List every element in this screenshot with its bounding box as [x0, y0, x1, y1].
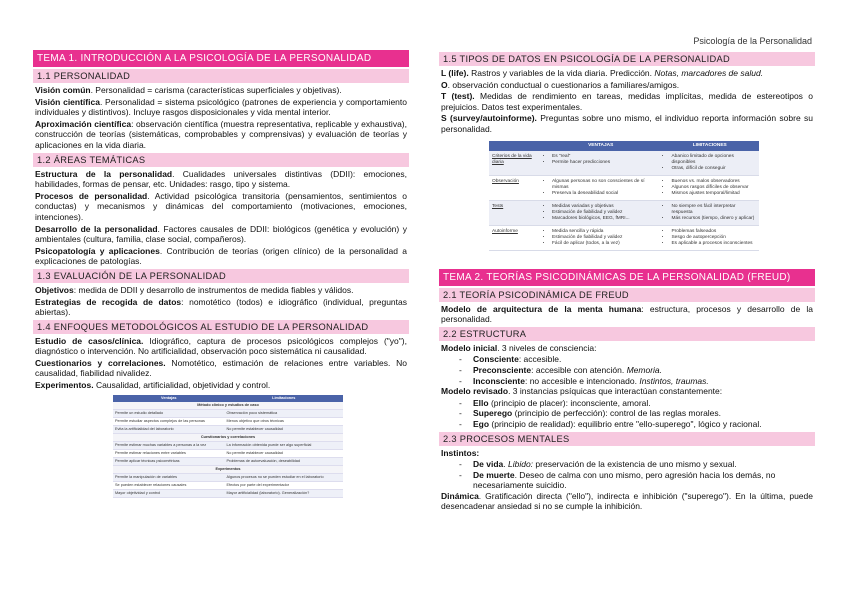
- text: : medida de DDII y desarrollo de instrumentos de medida fiables y válidos.: [73, 284, 354, 295]
- bullet-list: [663, 229, 756, 247]
- list-item: [459, 408, 815, 419]
- bullet-list: [544, 229, 657, 247]
- table-row: [489, 151, 759, 176]
- text: . Personalidad = sistema psicológico (patrones de experiencia y comportamiento individuales y distintivos). Incluye rasgos disposicionales y vida mental interior.: [35, 96, 407, 118]
- table-row: [113, 481, 343, 489]
- text: . Personalidad = carisma (características superficiales y objetivas).: [90, 85, 342, 95]
- table-cell: Problemas de autoevaluación, deseabilidad: [225, 457, 343, 465]
- list-item: [459, 354, 815, 365]
- term: Consciente: [473, 354, 519, 365]
- table-row: [113, 425, 343, 433]
- term: Procesos de personalidad: [35, 190, 148, 201]
- term: Cuestionarios y correlaciones.: [35, 357, 166, 368]
- paragraph: [35, 380, 407, 391]
- limitations-cell: [660, 200, 759, 225]
- advantages-cell: [541, 175, 660, 200]
- bullet-list: [663, 179, 756, 197]
- table-cell: Algunos procesos no se pueden estudiar en el laboratorio: [225, 473, 343, 481]
- term: Desarrollo de la personalidad: [35, 223, 158, 234]
- list-item: • Preserva la deseabilidad social: [552, 191, 657, 197]
- paragraph: [441, 304, 813, 325]
- table-row: [113, 489, 343, 497]
- table-cell: Efectos por parte del experimentador: [225, 481, 343, 489]
- term: Modelo inicial: [441, 342, 498, 353]
- table-header: [489, 141, 541, 151]
- table-header: VENTAJAS: [541, 141, 660, 151]
- table-cell: La información obtenida puede ser algo superficial: [225, 441, 343, 449]
- term: Estructura de la personalidad: [35, 168, 173, 179]
- limitations-cell: [660, 151, 759, 176]
- row-header: Observación: [489, 175, 541, 200]
- table-cell: Permite aplicar técnicas psicométricas: [113, 457, 225, 465]
- table-row: [113, 441, 343, 449]
- paragraph: [35, 246, 407, 267]
- text: . Cualidades universales distintivas (DDII): emociones, habilidades, formas de pensar, etc. Unidades: rasgo, tipo y sistema.: [35, 168, 407, 190]
- paragraph: [35, 191, 407, 223]
- instincts-list: [439, 459, 815, 491]
- section-2-3-title: 2.3 PROCESOS MENTALES: [439, 432, 815, 446]
- term: L (life).: [441, 68, 469, 78]
- text: Preguntas sobre uno mismo, el individuo reporta información sobre su personalidad.: [441, 113, 813, 134]
- table-cell: Evita la artificialidad del laboratorio: [113, 425, 225, 433]
- text: . Contribución de teorías (origen clínico) de la personalidad a explicaciones de patologías.: [35, 245, 407, 267]
- term: Preconsciente: [473, 364, 532, 375]
- table-cell: Permite estimar relaciones entre variables: [113, 449, 225, 457]
- term: Psicopatología y aplicaciones: [35, 245, 160, 256]
- term: S (survey/autoinforme).: [441, 113, 537, 124]
- section-1-2-title: 1.2 ÁREAS TEMÁTICAS: [33, 153, 409, 167]
- term: O: [441, 79, 448, 90]
- text: Idiográfico, captura de procesos psicológicos complejos ("yo"), diagnóstico o intervención. No artificialidad, observación poco sistemática ni causalidad.: [35, 335, 407, 357]
- term: Visión común: [35, 85, 91, 95]
- text: Nomotético, estimación de relaciones entre variables. No causalidad, fiabilidad nivalidez.: [35, 357, 407, 379]
- list-item: • Problemas falseados: [671, 229, 756, 235]
- paragraph: [35, 224, 407, 245]
- paragraph: [35, 97, 407, 118]
- list-item: • Fácil de aplicar (todos, a la vez): [552, 241, 657, 247]
- list-item: • Medida sencilla y rápida: [552, 229, 657, 235]
- paragraph: [35, 297, 407, 318]
- advantages-cell: [541, 225, 660, 250]
- italic-text: Instintos, traumas.: [639, 375, 709, 386]
- table-cell: Menos objetivo que otros técnicas: [225, 417, 343, 425]
- section-1-1-title: 1.1 PERSONALIDAD: [33, 69, 409, 83]
- section-1-4-title: 1.4 ENFOQUES METODOLÓGICOS AL ESTUDIO DE LA PERSONALIDAD: [33, 320, 409, 334]
- bullet-list: [544, 179, 657, 197]
- limitations-cell: [660, 175, 759, 200]
- advantages-cell: [541, 151, 660, 176]
- advantages-cell: [541, 200, 660, 225]
- row-header: Tests: [489, 200, 541, 225]
- table-cell: Permite estimar muchas variables a personas a la vez: [113, 441, 225, 449]
- list-item: [459, 459, 815, 470]
- term: Ego: [473, 418, 490, 429]
- term: De vida: [473, 459, 504, 470]
- list-item: • No siempre es fácil interpretar respuesta: [671, 204, 756, 216]
- table-row: [113, 457, 343, 465]
- list-item: [459, 470, 815, 491]
- paragraph: [441, 386, 813, 397]
- bullet-list: [663, 154, 756, 172]
- paragraph: [441, 80, 813, 91]
- text: preservación de la existencia de uno mismo y sexual.: [533, 459, 737, 470]
- tema1-title: TEMA 1. INTRODUCCIÓN A LA PSICOLOGÍA DE LA PERSONALIDAD: [33, 50, 409, 67]
- table-row: [113, 449, 343, 457]
- methods-table-wrapper: [113, 395, 343, 498]
- tema2-title: TEMA 2. TEORÍAS PSICODINÁMICAS DE LA PERSONALIDAD (FREUD): [439, 269, 815, 286]
- table-row: [489, 200, 759, 225]
- paragraph: [35, 119, 407, 151]
- list-item: • Sesgo de autopercepción: [671, 235, 756, 241]
- text: (principio de perfección): control de las reglas morales.: [512, 408, 722, 419]
- table-group-row: [113, 465, 343, 473]
- term: Superego: [473, 408, 513, 419]
- paragraph: [35, 169, 407, 190]
- table-row: [489, 175, 759, 200]
- term: Estudio de casos/clínica.: [35, 335, 144, 346]
- term: Experimentos.: [35, 380, 94, 391]
- text: . Deseo de calma con uno mismo, pero agresión hacia los demás, no necesariamente suicidio.: [473, 469, 776, 491]
- list-item: • Buenos vs. malos observadores: [671, 179, 756, 185]
- limitations-cell: [660, 225, 759, 250]
- table-cell: Se pueden establecer relaciones causales: [113, 481, 225, 489]
- document-header: Psicología de la Personalidad: [693, 36, 812, 46]
- text: (principio de realidad): equilibrio entre "ello-superego", lógico y racional.: [489, 418, 762, 429]
- list-item: • Otras, difícil de conseguir: [671, 166, 756, 172]
- text: . Factores causales de DDII: biológicos (genética y evolución) y ambientales (cultura, familia, clase social, compañeros).: [35, 223, 407, 245]
- list-item: • Marcadores biológicos, EEG, fMRI...: [552, 216, 657, 222]
- term: Inconsciente: [473, 375, 525, 386]
- table-cell: No permite establecer causalidad: [225, 425, 343, 433]
- text: : accesible.: [518, 354, 562, 365]
- text: Rastros y variables de la vida diaria. Predicción.: [468, 68, 653, 78]
- methods-table: [113, 395, 343, 498]
- text: : nomotético (todos) e idiográfico (individual, preguntas abiertas).: [35, 296, 407, 318]
- paragraph: [441, 343, 813, 354]
- italic-text: Notas, marcadores de salud.: [652, 68, 764, 78]
- list-item: • Estimación de fiabilidad y validez: [552, 235, 657, 241]
- text: . 3 instancias psíquicas que interactúan constantemente:: [508, 386, 723, 397]
- table-cell: No permite establecer causalidad: [225, 449, 343, 457]
- text: . observación conductual o cuestionarios a familiares/amigos.: [447, 79, 680, 90]
- text: Causalidad, artificialidad, objetividad y control.: [93, 380, 271, 391]
- list-item: • Medidas variadas y objetivas: [552, 204, 657, 210]
- list-item: [459, 398, 815, 409]
- text: . Actividad psicológica transitoria (pensamientos, sentimientos o conductas) y mecanismos y dinámicas del comportamiento (motivaciones, emociones, intenciones).: [35, 190, 407, 222]
- consciousness-levels-list: [439, 354, 815, 386]
- section-1-3-title: 1.3 EVALUACIÓN DE LA PERSONALIDAD: [33, 269, 409, 283]
- table-group-row: [113, 433, 343, 441]
- section-2-2-title: 2.2 ESTRUCTURA: [439, 327, 815, 341]
- paragraph: [441, 491, 813, 512]
- table-row: [489, 225, 759, 250]
- table-group-label: Cuestionarios y correlaciones: [113, 433, 343, 441]
- list-item: • Mismos ajustes temporal/limitad: [671, 191, 756, 197]
- paragraph: [441, 113, 813, 134]
- term: Estrategias de recogida de datos: [35, 296, 182, 307]
- italic-text: Memoria.: [626, 364, 663, 375]
- paragraph: [35, 336, 407, 357]
- table-cell: Mayor objetividad y control: [113, 489, 225, 497]
- list-item: • Algunos rasgos difíciles de observar: [671, 185, 756, 191]
- list-item: • Es "real": [552, 154, 657, 160]
- table-row: [113, 409, 343, 417]
- table-cell: Mayor artificialidad (laboratorio). Generalización?: [225, 489, 343, 497]
- section-1-5-title: 1.5 TIPOS DE DATOS EN PSICOLOGÍA DE LA PERSONALIDAD: [439, 52, 815, 66]
- row-header: Autoinforme: [489, 225, 541, 250]
- list-item: [459, 419, 815, 430]
- list-item: • Abanico limitado de opciones disponibles: [671, 154, 756, 166]
- paragraph: [441, 448, 813, 459]
- paragraph: [35, 285, 407, 296]
- row-header: Criterios de la vida diaria: [489, 151, 541, 176]
- data-types-table-wrapper: [489, 141, 759, 251]
- table-row: [113, 473, 343, 481]
- paragraph: [35, 85, 407, 96]
- text: : accesible con atención.: [531, 364, 627, 375]
- list-item: • Es aplicable a procesos inconscientes: [671, 241, 756, 247]
- list-item: [459, 365, 815, 376]
- list-item: • Permite hacer predicciones: [552, 160, 657, 166]
- section-2-1-title: 2.1 TEORÍA PSICODINÁMICA DE FREUD: [439, 288, 815, 302]
- right-column: [439, 46, 815, 513]
- table-cell: Permite la manipulación de variables: [113, 473, 225, 481]
- psychic-instances-list: [439, 398, 815, 430]
- term: De muerte: [473, 469, 515, 480]
- term: Objetivos: [35, 284, 74, 295]
- table-group-label: Experimentos: [113, 465, 343, 473]
- table-header: LIMITACIONES: [660, 141, 759, 151]
- left-column: [33, 50, 409, 498]
- bullet-list: [544, 204, 657, 222]
- text: (principio de placer): inconsciente, amoral.: [488, 397, 651, 408]
- text: : estructura, procesos y desarrollo de la personalidad.: [441, 303, 814, 325]
- term: Ello: [473, 397, 489, 408]
- table-row: [113, 417, 343, 425]
- table-header: Ventajas: [113, 395, 225, 402]
- text: Medidas de rendimiento en tareas, medidas implícitas, medida de estereotipos o prejuicios. Datos test experimentales.: [441, 91, 813, 112]
- data-types-table: [489, 141, 759, 251]
- list-item: [459, 376, 815, 387]
- table-cell: Permite un estudio detallado: [113, 409, 225, 417]
- term: Aproximación científica: [35, 118, 132, 129]
- paragraph: [441, 91, 813, 112]
- text: : observación científica (muestra representativa, replicable y exhaustiva), construcción de teorías (sistemáticas, comprobables y comprensivas) y evaluación de teorías y aplicaciones en la vida diaria.: [35, 118, 407, 150]
- list-item: • Más recursos (tiempo, dinero y aplicar): [671, 216, 756, 222]
- list-item: • Algunas personas no son conscientes de sí mismas: [552, 179, 657, 191]
- table-header: Limitaciones: [225, 395, 343, 402]
- paragraph: [441, 68, 813, 79]
- term: Modelo revisado: [441, 386, 509, 397]
- table-cell: Observación poco sistemática: [225, 409, 343, 417]
- table-group-row: [113, 402, 343, 410]
- text: .: [503, 459, 508, 470]
- term: Instintos:: [441, 447, 480, 458]
- term: Modelo de arquitectura de la menta humana: [441, 303, 642, 314]
- term: Visión científica: [35, 96, 100, 107]
- table-group-label: Método clínico y estudios de caso: [113, 402, 343, 410]
- text: : no accesible e intencionado.: [524, 375, 640, 386]
- italic-text: Libido:: [507, 459, 534, 470]
- bullet-list: [663, 204, 756, 222]
- term: Dinámica: [441, 490, 479, 501]
- text: . 3 niveles de consciencia:: [497, 342, 597, 353]
- table-cell: Permite estudiar aspectos complejos de las personas: [113, 417, 225, 425]
- bullet-list: [544, 154, 657, 166]
- term: T (test).: [441, 91, 475, 102]
- text: . Gratificación directa ("ello"), indirecta e inhibición ("superego"). En la última, puede desencadenar ansiedad si no se cumple la inhibición.: [441, 490, 813, 512]
- list-item: • Estimación de fiabilidad y validez: [552, 210, 657, 216]
- paragraph: [35, 358, 407, 379]
